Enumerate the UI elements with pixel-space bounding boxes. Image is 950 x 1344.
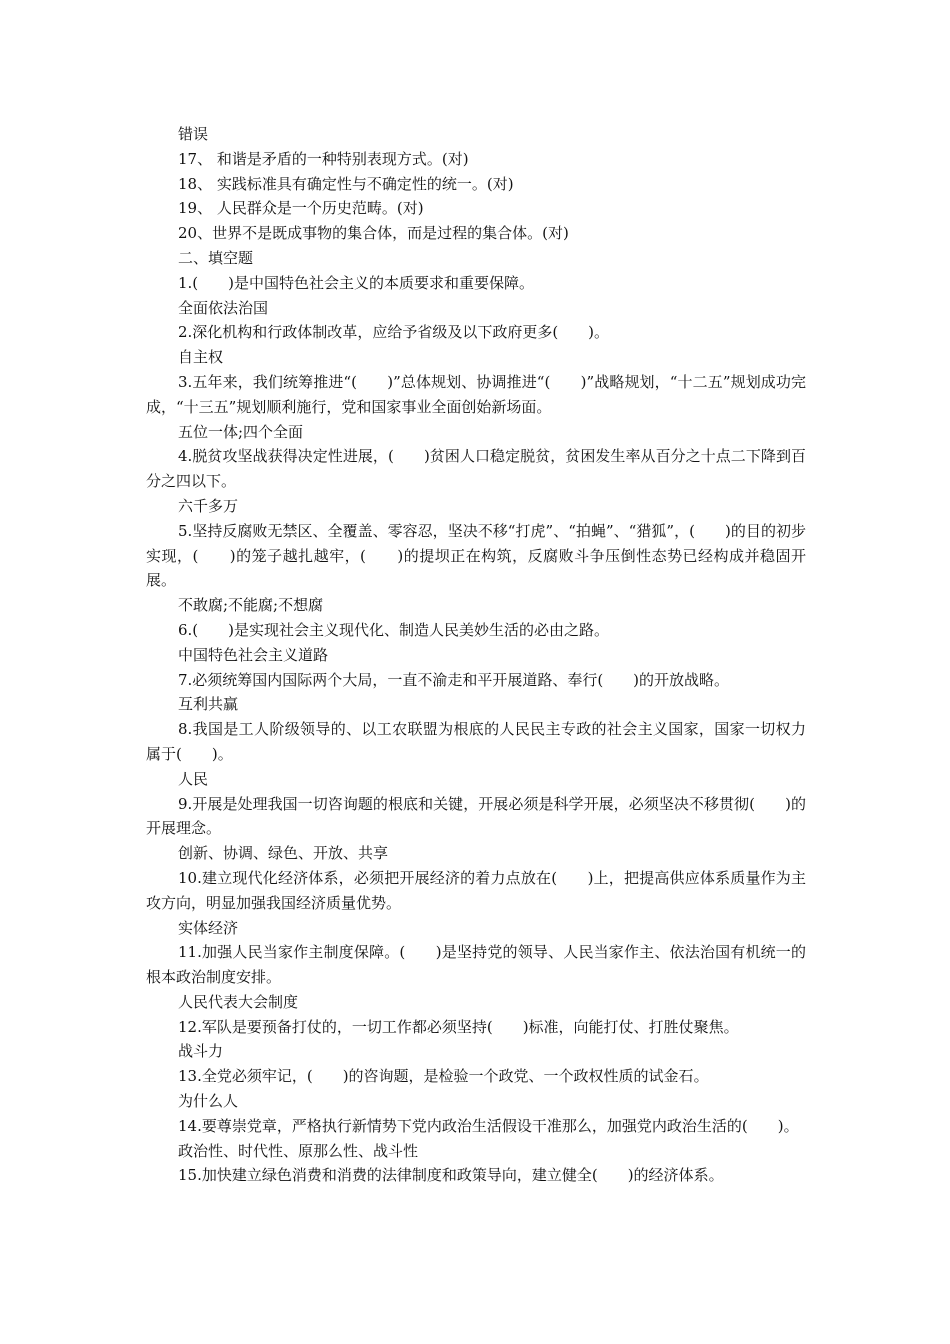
text-line: 错误 — [178, 125, 209, 143]
question-text: 9.开展是处理我国一切咨询题的根底和关键，开展必须是科学开展，必须坚决不移贯彻( )的开展理念。 — [146, 794, 806, 838]
answer-text: 为什么人 — [178, 1092, 239, 1111]
answer-text: 实体经济 — [178, 918, 239, 937]
answer-text: 互利共赢 — [178, 695, 239, 714]
question-text: 12.军队是要预备打仗的，一切工作都必须坚持( )标准，向能打仗、打胜仗聚焦。 — [178, 1017, 739, 1036]
section-heading: 二、填空题 — [178, 248, 254, 267]
question-text: 1.( )是中国特色社会主义的本质要求和重要保障。 — [178, 273, 535, 292]
question-text: 6.( )是实现社会主义现代化、制造人民美妙生活的必由之路。 — [178, 620, 610, 639]
answer-text: 六千多万 — [178, 496, 239, 515]
text-line: 18、 实践标准具有确定性与不确定性的统一。(对) — [178, 174, 514, 193]
question-text: 7.必须统筹国内国际两个大局，一直不渝走和平开展道路、奉行( )的开放战略。 — [178, 670, 730, 689]
question-text: 5.坚持反腐败无禁区、全覆盖、零容忍，坚决不移“打虎”、“拍蝇”、“猎狐”，( )的目的初步实现，( )的笼子越扎越牢，( )的提坝正在构筑，反腐败斗争压倒性态势已经构成并稳固开展。 — [146, 521, 806, 590]
question-text: 8.我国是工人阶级领导的、以工农联盟为根底的人民民主专政的社会主义国家，国家一切权力属于( )。 — [146, 720, 806, 763]
answer-text: 中国特色社会主义道路 — [178, 645, 329, 664]
question-text: 3.五年来，我们统筹推进“( )”总体规划、协调推进“( )”战略规划，“十二五”规划成功完成，“十三五”规划顺利施行，党和国家事业全面创始新场面。 — [146, 372, 806, 416]
answer-text: 全面依法治国 — [178, 298, 269, 317]
text-line: 19、 人民群众是一个历史范畴。(对) — [178, 199, 424, 218]
answer-text: 创新、协调、绿色、开放、共享 — [178, 844, 389, 863]
answer-text: 不敢腐;不能腐;不想腐 — [178, 596, 324, 615]
question-text: 4.脱贫攻坚战获得决定性进展，( )贫困人口稳定脱贫，贫困发生率从百分之十点二下降到百分之四以下。 — [146, 447, 806, 491]
text-line: 17、 和谐是矛盾的一种特别表现方式。(对) — [178, 149, 469, 168]
answer-text: 五位一体;四个全面 — [178, 422, 304, 441]
document-body — [146, 122, 806, 1188]
question-text: 15.加快建立绿色消费和消费的法律制度和政策导向，建立健全( )的经济体系。 — [178, 1166, 724, 1185]
question-text: 10.建立现代化经济体系，必须把开展经济的着力点放在( )上，把提高供应体系质量作为主攻方向，明显加强我国经济质量优势。 — [146, 868, 806, 912]
answer-text: 人民代表大会制度 — [178, 992, 299, 1011]
answer-text: 战斗力 — [178, 1042, 224, 1061]
question-text: 13.全党必须牢记，( )的咨询题，是检验一个政党、一个政权性质的试金石。 — [178, 1067, 709, 1086]
question-text: 14.要尊崇党章，严格执行新情势下党内政治生活假设干准那么，加强党内政治生活的( )。 — [178, 1116, 799, 1135]
text-line: 20、世界不是既成事物的集合体，而是过程的集合体。(对) — [178, 224, 569, 243]
question-text: 11.加强人民当家作主制度保障。( )是坚持党的领导、人民当家作主、依法治国有机统一的根本政治制度安排。 — [146, 943, 806, 987]
answer-text: 政治性、时代性、原那么性、战斗性 — [178, 1141, 419, 1160]
question-text: 2.深化机构和行政体制改革，应给予省级及以下政府更多( )。 — [178, 323, 610, 342]
answer-text: 自主权 — [178, 348, 224, 367]
answer-text: 人民 — [178, 769, 209, 788]
